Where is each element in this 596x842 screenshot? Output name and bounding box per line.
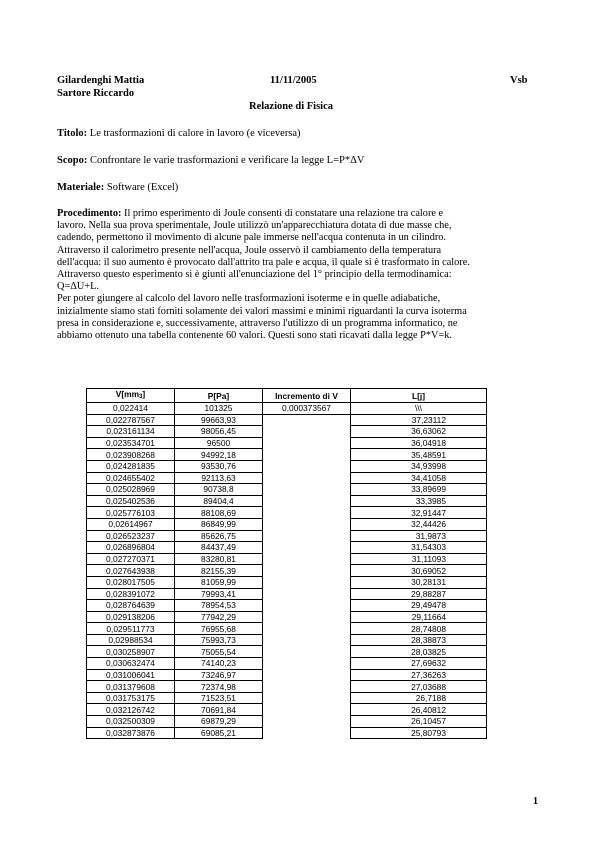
materiale-text: Software (Excel) bbox=[104, 182, 179, 193]
cell-work: 36,04918 bbox=[351, 437, 487, 449]
cell-work: 29,88287 bbox=[351, 588, 487, 600]
table-row bbox=[87, 449, 487, 461]
cell-work: 26,7188 bbox=[351, 692, 487, 704]
table-row bbox=[87, 495, 487, 507]
table-row bbox=[87, 658, 487, 670]
cell-volume: 0,026523237 bbox=[87, 530, 175, 542]
cell-volume: 0,023161134 bbox=[87, 426, 175, 438]
cell-pressure: 94992,18 bbox=[175, 449, 263, 461]
table-row bbox=[87, 518, 487, 530]
table-row bbox=[87, 727, 487, 739]
procedimento-line: dell'acqua: il suo aumento è provocato dall'attrito tra pale e acqua, il quale si è trasformato in calore. bbox=[57, 256, 470, 268]
cell-work: \\\ bbox=[351, 403, 487, 415]
cell-pressure: 89404,4 bbox=[175, 495, 263, 507]
cell-work: 33,3985 bbox=[351, 495, 487, 507]
table-row bbox=[87, 460, 487, 472]
author-2: Sartore Riccardo bbox=[57, 88, 135, 99]
class-label: Vsb bbox=[510, 75, 528, 86]
cell-volume: 0,032873876 bbox=[87, 727, 175, 739]
cell-volume: 0,032500309 bbox=[87, 716, 175, 728]
header-pressure: P[Pa] bbox=[175, 389, 263, 403]
cell-work: 34,41058 bbox=[351, 472, 487, 484]
cell-pressure: 84437,49 bbox=[175, 542, 263, 554]
cell-increment bbox=[263, 669, 351, 681]
cell-pressure: 86849,99 bbox=[175, 518, 263, 530]
cell-increment bbox=[263, 681, 351, 693]
cell-increment bbox=[263, 704, 351, 716]
cell-volume: 0,022787567 bbox=[87, 414, 175, 426]
cell-volume: 0,029138206 bbox=[87, 611, 175, 623]
cell-volume: 0,025028969 bbox=[87, 484, 175, 496]
cell-increment bbox=[263, 472, 351, 484]
cell-pressure: 75993,73 bbox=[175, 634, 263, 646]
cell-volume: 0,031753175 bbox=[87, 692, 175, 704]
cell-pressure: 85626,75 bbox=[175, 530, 263, 542]
table-row bbox=[87, 484, 487, 496]
cell-pressure: 81059,99 bbox=[175, 576, 263, 588]
materiale-line bbox=[57, 181, 547, 194]
cell-volume: 0,027643938 bbox=[87, 565, 175, 577]
cell-increment bbox=[263, 623, 351, 635]
cell-volume: 0,031006041 bbox=[87, 669, 175, 681]
cell-pressure: 88108,69 bbox=[175, 507, 263, 519]
cell-increment: 0,000373567 bbox=[263, 403, 351, 415]
cell-volume: 0,025402536 bbox=[87, 495, 175, 507]
cell-work: 29,11664 bbox=[351, 611, 487, 623]
author-1: Gilardenghi Mattia bbox=[57, 75, 145, 86]
cell-increment bbox=[263, 634, 351, 646]
cell-volume: 0,030258907 bbox=[87, 646, 175, 658]
cell-increment bbox=[263, 414, 351, 426]
cell-pressure: 98056,45 bbox=[175, 426, 263, 438]
cell-pressure: 93530,76 bbox=[175, 460, 263, 472]
table-row bbox=[87, 426, 487, 438]
cell-work: 33,89699 bbox=[351, 484, 487, 496]
cell-pressure: 99663,93 bbox=[175, 414, 263, 426]
cell-volume: 0,030632474 bbox=[87, 658, 175, 670]
table-row bbox=[87, 542, 487, 554]
procedimento-line: inizialmente siamo stati forniti solamente dei valori massimi e minimi riguardanti la curva isoterma bbox=[57, 305, 467, 317]
procedimento-line: Per poter giungere al calcolo del lavoro nelle trasformazioni isoterme e in quelle adiabatiche, bbox=[57, 293, 441, 305]
table-row bbox=[87, 507, 487, 519]
procedimento-label: Procedimento: bbox=[57, 208, 122, 219]
cell-work: 34,93998 bbox=[351, 460, 487, 472]
cell-increment bbox=[263, 449, 351, 461]
cell-increment bbox=[263, 437, 351, 449]
cell-increment bbox=[263, 460, 351, 472]
table-row bbox=[87, 565, 487, 577]
cell-volume: 0,022414 bbox=[87, 403, 175, 415]
cell-work: 30,69052 bbox=[351, 565, 487, 577]
cell-pressure: 92113,63 bbox=[175, 472, 263, 484]
cell-increment bbox=[263, 553, 351, 565]
cell-pressure: 96500 bbox=[175, 437, 263, 449]
cell-pressure: 75055,54 bbox=[175, 646, 263, 658]
cell-increment bbox=[263, 716, 351, 728]
cell-work: 27,03688 bbox=[351, 681, 487, 693]
cell-pressure: 73246,97 bbox=[175, 669, 263, 681]
cell-increment bbox=[263, 600, 351, 612]
titolo-text: Le trasformazioni di calore in lavoro (e viceversa) bbox=[87, 128, 301, 139]
cell-increment bbox=[263, 530, 351, 542]
table-row bbox=[87, 704, 487, 716]
cell-pressure: 82155,39 bbox=[175, 565, 263, 577]
cell-pressure: 83280,81 bbox=[175, 553, 263, 565]
table-row bbox=[87, 576, 487, 588]
cell-pressure: 79993,41 bbox=[175, 588, 263, 600]
cell-increment bbox=[263, 507, 351, 519]
table-row bbox=[87, 414, 487, 426]
cell-work: 27,36263 bbox=[351, 669, 487, 681]
cell-volume: 0,024281835 bbox=[87, 460, 175, 472]
procedimento-paragraph bbox=[57, 208, 552, 342]
table-row bbox=[87, 553, 487, 565]
table-body bbox=[87, 403, 487, 739]
cell-volume: 0,023908268 bbox=[87, 449, 175, 461]
procedimento-line: abbiamo ottenuto una tabella contenente 60 valori. Questi sono stati ricavati dalla legge P*V=k. bbox=[57, 330, 452, 342]
cell-pressure: 70691,84 bbox=[175, 704, 263, 716]
cell-volume: 0,02988534 bbox=[87, 634, 175, 646]
cell-volume: 0,025776103 bbox=[87, 507, 175, 519]
cell-pressure: 78954,53 bbox=[175, 600, 263, 612]
cell-increment bbox=[263, 658, 351, 670]
table-row bbox=[87, 600, 487, 612]
cell-volume: 0,028017505 bbox=[87, 576, 175, 588]
page-number: 1 bbox=[533, 796, 538, 807]
cell-increment bbox=[263, 646, 351, 658]
cell-work: 36,63062 bbox=[351, 426, 487, 438]
cell-work: 37,23112 bbox=[351, 414, 487, 426]
scopo-label: Scopo: bbox=[57, 155, 88, 166]
procedimento-line: Attraverso questo esperimento si è giunti all'enunciazione del 1° principio della termodinamica: bbox=[57, 269, 452, 281]
procedimento-line: Procedimento: Il primo esperimento di Joule consentì di constatare una relazione tra calore e bbox=[57, 208, 444, 219]
cell-pressure: 76955,68 bbox=[175, 623, 263, 635]
cell-work: 28,03825 bbox=[351, 646, 487, 658]
cell-increment bbox=[263, 611, 351, 623]
procedimento-line: Attraverso il calorimetro presente nell'acqua, Joule osservò il cambiamento della temperatura bbox=[57, 244, 442, 256]
cell-volume: 0,026896804 bbox=[87, 542, 175, 554]
cell-work: 28,74808 bbox=[351, 623, 487, 635]
table-header-row bbox=[87, 389, 487, 403]
cell-increment bbox=[263, 692, 351, 704]
cell-work: 28,38873 bbox=[351, 634, 487, 646]
cell-pressure: 77942,29 bbox=[175, 611, 263, 623]
table-row bbox=[87, 634, 487, 646]
cell-volume: 0,029511773 bbox=[87, 623, 175, 635]
cell-increment bbox=[263, 576, 351, 588]
cell-increment bbox=[263, 484, 351, 496]
cell-volume: 0,032126742 bbox=[87, 704, 175, 716]
cell-work: 29,49478 bbox=[351, 600, 487, 612]
cell-work: 32,91447 bbox=[351, 507, 487, 519]
table-row bbox=[87, 530, 487, 542]
table-row bbox=[87, 403, 487, 415]
cell-pressure: 74140,23 bbox=[175, 658, 263, 670]
cell-volume: 0,028391072 bbox=[87, 588, 175, 600]
table-row bbox=[87, 681, 487, 693]
procedimento-line: Q=ΔU+L. bbox=[57, 281, 99, 293]
scopo-line bbox=[57, 154, 547, 167]
header-volume: V[mm3] bbox=[87, 389, 175, 403]
procedimento-line: lavoro. Nella sua prova sperimentale, Joule utilizzò un'apparecchiatura dotata di due masse che, bbox=[57, 220, 452, 232]
table-row bbox=[87, 472, 487, 484]
cell-volume: 0,024655402 bbox=[87, 472, 175, 484]
cell-work: 32,44426 bbox=[351, 518, 487, 530]
table-row bbox=[87, 611, 487, 623]
report-title: Relazione di Fisica bbox=[249, 101, 333, 112]
report-date: 11/11/2005 bbox=[270, 75, 317, 86]
cell-work: 25,80793 bbox=[351, 727, 487, 739]
titolo-label: Titolo: bbox=[57, 128, 88, 139]
titolo-line bbox=[57, 127, 547, 140]
header-work: L[j] bbox=[351, 389, 487, 403]
materiale-label: Materiale: bbox=[57, 182, 105, 193]
cell-pressure: 69085,21 bbox=[175, 727, 263, 739]
data-table bbox=[86, 388, 487, 739]
table-row bbox=[87, 646, 487, 658]
cell-increment bbox=[263, 565, 351, 577]
cell-increment bbox=[263, 588, 351, 600]
cell-pressure: 72374,98 bbox=[175, 681, 263, 693]
header-increment: Incremento di V bbox=[263, 389, 351, 403]
cell-volume: 0,027270371 bbox=[87, 553, 175, 565]
cell-work: 31,54303 bbox=[351, 542, 487, 554]
table-row bbox=[87, 669, 487, 681]
cell-work: 31,9873 bbox=[351, 530, 487, 542]
cell-volume: 0,023534701 bbox=[87, 437, 175, 449]
cell-pressure: 101325 bbox=[175, 403, 263, 415]
cell-increment bbox=[263, 727, 351, 739]
table-row bbox=[87, 623, 487, 635]
cell-work: 31,11093 bbox=[351, 553, 487, 565]
scopo-text: Confrontare le varie trasformazioni e verificare la legge L=P*ΔV bbox=[87, 155, 365, 166]
cell-pressure: 90738,8 bbox=[175, 484, 263, 496]
procedimento-line: presa in considerazione e, successivamente, attraverso l'utilizzo di un programma informatico, ne bbox=[57, 317, 458, 329]
table-row bbox=[87, 692, 487, 704]
table-row bbox=[87, 588, 487, 600]
table-row bbox=[87, 437, 487, 449]
cell-work: 35,48591 bbox=[351, 449, 487, 461]
cell-volume: 0,028764639 bbox=[87, 600, 175, 612]
cell-increment bbox=[263, 542, 351, 554]
cell-pressure: 71523,51 bbox=[175, 692, 263, 704]
cell-increment bbox=[263, 426, 351, 438]
cell-work: 26,10457 bbox=[351, 716, 487, 728]
cell-work: 30,28131 bbox=[351, 576, 487, 588]
cell-increment bbox=[263, 518, 351, 530]
cell-work: 27,69632 bbox=[351, 658, 487, 670]
procedimento-line: cadendo, permettono il movimento di alcune pale immerse nell'acqua contenuta in un cilindro. bbox=[57, 232, 447, 244]
cell-pressure: 69879,29 bbox=[175, 716, 263, 728]
cell-volume: 0,031379608 bbox=[87, 681, 175, 693]
table-row bbox=[87, 716, 487, 728]
cell-work: 26,40812 bbox=[351, 704, 487, 716]
cell-increment bbox=[263, 495, 351, 507]
cell-volume: 0,02614967 bbox=[87, 518, 175, 530]
